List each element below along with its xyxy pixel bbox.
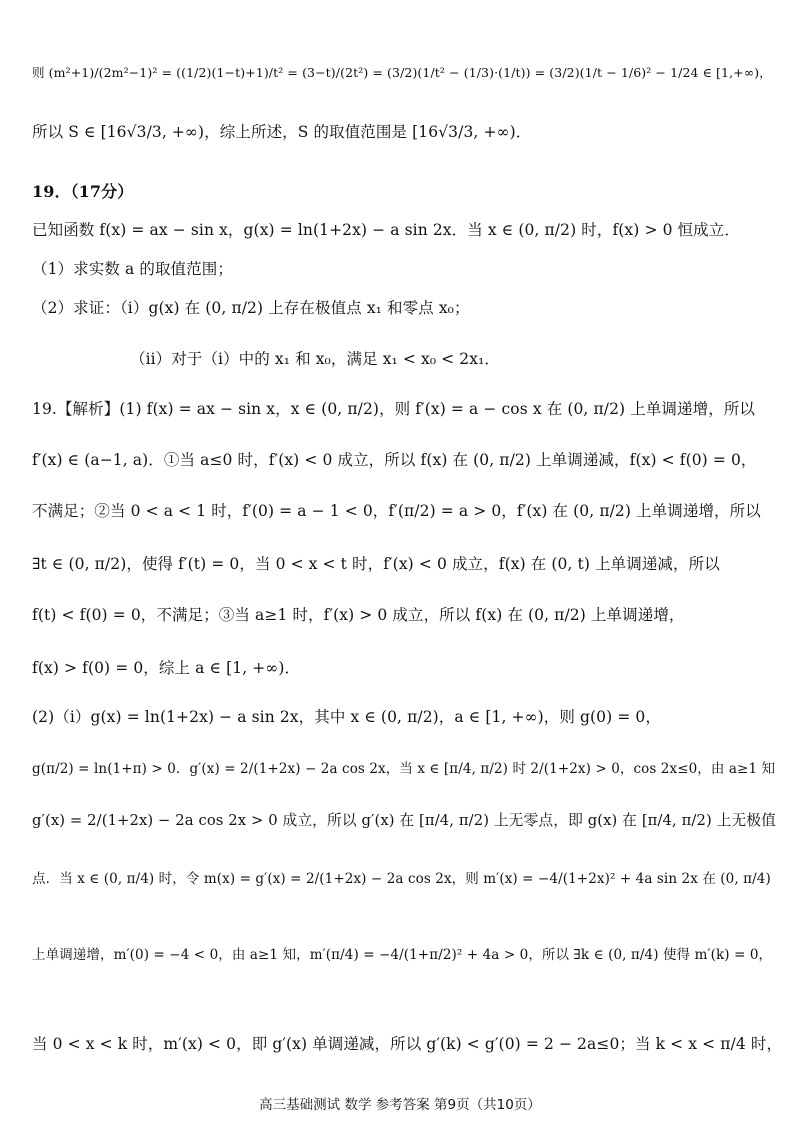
text-line-1: 则 (m²+1)/(2m²−1)² = ((1/2)(1−t)+1)/t² = (3−t)/(2t²) = (3/2)(1/t² − (1/3)·(1/t)) = (3/2)(1/t − 1/6)² − 1/24 ∈ [1,+∞)， bbox=[32, 65, 772, 80]
solution-line-6: f(x) > f(0) = 0，综上 a ∈ [1, +∞)． bbox=[32, 659, 301, 677]
solution-line-9: g′(x) = 2/(1+2x) − 2a cos 2x > 0 成立，所以 g′(x) 在 [π/4, π/2) 上无零点，即 g(x) 在 [π/4, π/2) 上无极值 bbox=[32, 812, 776, 829]
solution-line-7: (2)（ⅰ）g(x) = ln(1+2x) − a sin 2x，其中 x ∈ (0, π/2)，a ∈ [1, +∞)，则 g(0) = 0， bbox=[32, 708, 661, 726]
question-2: （2）求证：（ⅰ）g(x) 在 (0, π/2) 上存在极值点 x₁ 和零点 x₀； bbox=[32, 299, 470, 317]
text-line-2: 所以 S ∈ [16√3/3, +∞)，综上所述，S 的取值范围是 [16√3/3, +∞)． bbox=[32, 123, 532, 141]
problem-heading: 19．（17分） bbox=[32, 182, 134, 201]
solution-line-1: 19.【解析】(1) f(x) = ax − sin x，x ∈ (0, π/2)，则 f′(x) = a − cos x 在 (0, π/2) 上单调递增，所以 bbox=[32, 400, 756, 418]
solution-line-10: 点．当 x ∈ (0, π/4) 时，令 m(x) = g′(x) = 2/(1+2x) − 2a cos 2x，则 m′(x) = −4/(1+2x)² + 4a sin 2x 在 (0, π/4) bbox=[32, 871, 771, 887]
problem-statement: 已知函数 f(x) = ax − sin x，g(x) = ln(1+2x) − a sin 2x．当 x ∈ (0, π/2) 时，f(x) > 0 恒成立． bbox=[32, 221, 740, 239]
question-1: （1）求实数 a 的取值范围； bbox=[32, 260, 233, 278]
solution-line-4: ∃t ∈ (0, π/2)，使得 f′(t) = 0，当 0 < x < t 时，f′(x) < 0 成立，f(x) 在 (0, t) 上单调递减，所以 bbox=[32, 555, 720, 573]
solution-line-11: 上单调递增，m′(0) = −4 < 0，由 a≥1 知，m′(π/4) = −4/(1+π/2)² + 4a > 0，所以 ∃k ∈ (0, π/4) 使得 m′(k) = 0， bbox=[32, 947, 773, 963]
solution-line-8: g(π/2) = ln(1+π) > 0．g′(x) = 2/(1+2x) − 2a cos 2x，当 x ∈ [π/4, π/2) 时 2/(1+2x) > 0，cos 2x≤0，由 a≥1 知 bbox=[32, 761, 776, 777]
solution-line-5: f(t) < f(0) = 0，不满足；③当 a≥1 时，f′(x) > 0 成立，所以 f(x) 在 (0, π/2) 上单调递增， bbox=[32, 606, 685, 624]
solution-line-12: 当 0 < x < k 时，m′(x) < 0，即 g′(x) 单调递减，所以 g′(k) < g′(0) = 2 − 2a≤0；当 k < x < π/4 时， bbox=[32, 1035, 783, 1053]
page-footer: 高三基础测试 数学 参考答案 第9页（共10页） bbox=[259, 1097, 541, 1113]
question-2-ii: （ⅱ）对于（ⅰ）中的 x₁ 和 x₀，满足 x₁ < x₀ < 2x₁． bbox=[130, 350, 501, 368]
solution-line-2: f′(x) ∈ (a−1, a)．①当 a≤0 时，f′(x) < 0 成立，所以 f(x) 在 (0, π/2) 上单调递减，f(x) < f(0) = 0， bbox=[32, 451, 757, 469]
solution-line-3: 不满足；②当 0 < a < 1 时，f′(0) = a − 1 < 0，f′(π/2) = a > 0，f′(x) 在 (0, π/2) 上单调递增，所以 bbox=[32, 502, 761, 520]
